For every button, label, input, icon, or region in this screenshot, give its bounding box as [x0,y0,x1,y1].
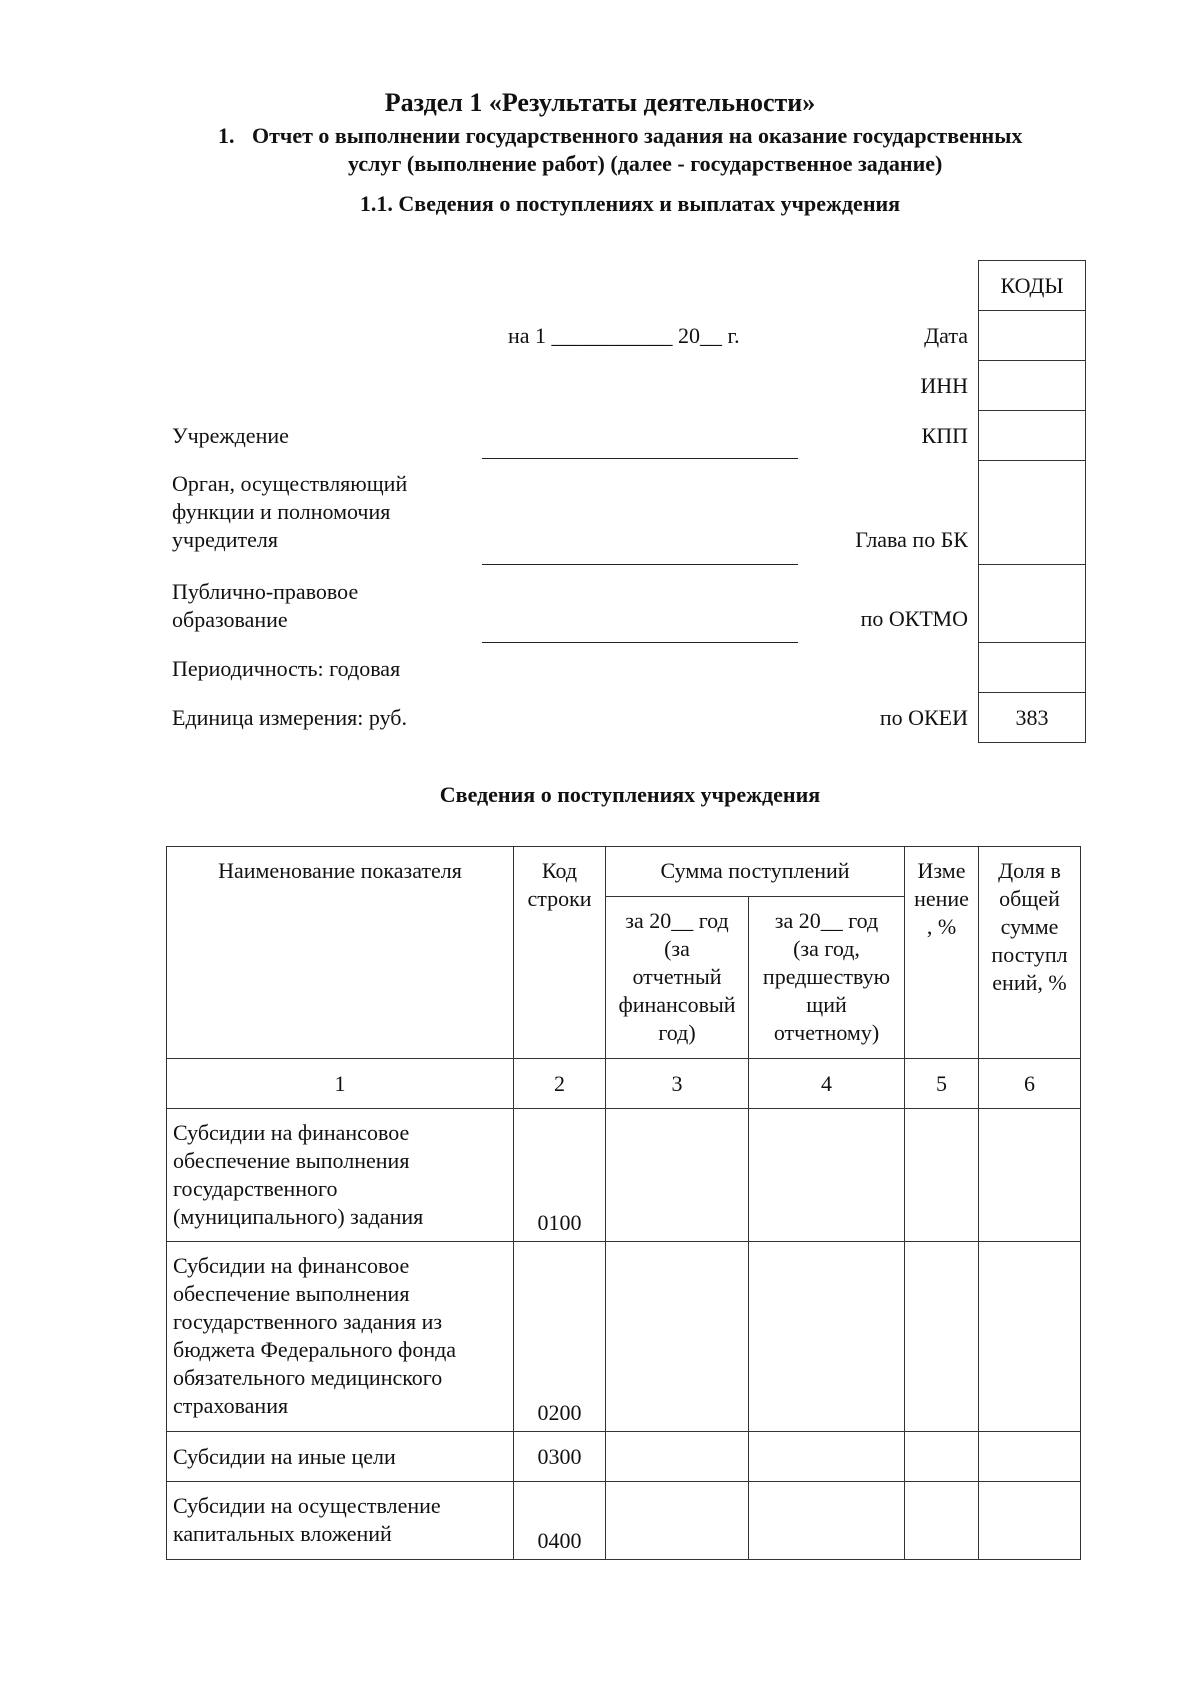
periodicity-label: Периодичность: годовая [172,656,401,681]
okei-code-value: 383 [979,693,1086,743]
institution-underline [482,458,798,459]
row-code: 0100 [514,1109,606,1242]
current-year-cell[interactable] [606,1242,749,1432]
item-number: 1. [218,123,235,148]
previous-year-cell[interactable] [749,1242,905,1432]
founder-label-line: Орган, осуществляющий [172,471,408,496]
row-name-line: Субсидии на финансовое [173,1120,410,1145]
institution-label: Учреждение [172,423,289,448]
header-line: Код [541,858,578,883]
founder-label-line: функции и полномочия [172,499,391,524]
extra-code-field[interactable] [979,643,1086,693]
header-line: финансовый [618,992,736,1017]
date-code-field[interactable] [979,311,1086,361]
share-cell[interactable] [979,1432,1081,1482]
header-line: год) [658,1020,696,1045]
public-entity-label-line: образование [172,607,288,632]
table-row [167,1482,1081,1560]
header-line: нение [914,886,969,911]
share-cell[interactable] [979,1109,1081,1242]
inn-code-label: ИНН [920,373,968,398]
change-cell[interactable] [905,1242,979,1432]
column-number: 6 [979,1059,1081,1109]
current-year-cell[interactable] [606,1432,749,1482]
bk-code-label: Глава по БК [855,527,968,552]
header-line: за 20__ год [625,908,729,933]
header-line: сумме [1000,914,1059,939]
col-previous-year-header [749,897,905,1059]
row-name-line: государственного задания из [173,1309,443,1334]
share-cell[interactable] [979,1482,1081,1560]
table-row [167,1432,1081,1482]
column-number: 1 [167,1059,514,1109]
header-line: (за [664,936,690,961]
date-line: на 1 ___________ 20__ г. [508,323,740,348]
okei-code-label: по ОКЕИ [879,705,968,730]
table-title: Сведения о поступлениях учреждения [439,782,821,807]
change-cell[interactable] [905,1432,979,1482]
previous-year-cell[interactable] [749,1109,905,1242]
column-number: 3 [606,1059,749,1109]
codes-table [978,260,1086,743]
col-name-header: Наименование показателя [167,847,514,1059]
row-name [167,1242,514,1432]
header-line: щий [806,992,847,1017]
oktmo-code-label: по ОКТМО [860,606,968,631]
subsection-title: 1.1. Сведения о поступлениях и выплатах учреждения [359,191,901,216]
column-number: 4 [749,1059,905,1109]
row-name-line: капитальных вложений [173,1521,392,1546]
header-line: отчетный [632,964,722,989]
header-line: ений, % [992,970,1067,995]
row-name-line: обязательного медицинского [173,1365,443,1390]
row-name-line: Субсидии на иные цели [173,1443,396,1469]
receipts-table [166,846,1081,1560]
row-name-line: обеспечение выполнения [173,1281,410,1306]
col-sum-header: Сумма поступлений [606,847,905,897]
row-name-line: Субсидии на финансовое [173,1253,410,1278]
header-line: строки [527,886,592,911]
header-line: общей [999,886,1060,911]
column-number: 2 [514,1059,606,1109]
row-name [167,1482,514,1560]
kpp-code-field[interactable] [979,411,1086,461]
change-cell[interactable] [905,1482,979,1560]
row-name-line: государственного [173,1176,338,1201]
row-name-line: бюджета Федерального фонда [173,1337,457,1362]
table-row [167,1109,1081,1242]
row-name-line: страхования [173,1393,289,1418]
previous-year-cell[interactable] [749,1482,905,1560]
founder-label [172,470,407,554]
item-title-line2: услуг (выполнение работ) (далее - государственное задание) [348,151,943,176]
date-code-label: Дата [924,323,968,348]
col-code-header [514,847,606,1059]
public-entity-underline [482,642,798,643]
row-name-line: Субсидии на осуществление [173,1493,441,1518]
previous-year-cell[interactable] [749,1432,905,1482]
header-line: поступл [991,942,1068,967]
header-line: , % [926,914,957,939]
row-name [167,1109,514,1242]
col-change-header [905,847,979,1059]
column-number: 5 [905,1059,979,1109]
header-line: (за год, [793,936,860,961]
col-current-year-header [606,897,749,1059]
bk-code-field[interactable] [979,461,1086,565]
current-year-cell[interactable] [606,1482,749,1560]
row-code: 0300 [514,1432,606,1482]
unit-label: Единица измерения: руб. [172,705,407,730]
col-share-header [979,847,1081,1059]
codes-header: КОДЫ [979,261,1086,311]
current-year-cell[interactable] [606,1109,749,1242]
oktmo-code-field[interactable] [979,565,1086,643]
change-cell[interactable] [905,1109,979,1242]
item-title-line1: Отчет о выполнении государственного задания на оказание государственных [252,123,1023,148]
public-entity-label [172,578,358,634]
row-name-line: обеспечение выполнения [173,1148,410,1173]
header-line: предшествую [762,964,891,989]
table-row [167,1242,1081,1432]
header-line: Доля в [998,858,1061,883]
header-line: отчетному) [773,1020,880,1045]
inn-code-field[interactable] [979,361,1086,411]
founder-underline [482,564,798,565]
header-line: Изме [917,858,966,883]
header-line: за 20__ год [774,908,879,933]
row-code: 0400 [514,1482,606,1560]
founder-label-line: учредителя [172,527,278,552]
row-code: 0200 [514,1242,606,1432]
row-name-line: (муниципального) задания [173,1204,424,1229]
kpp-code-label: КПП [921,423,968,448]
public-entity-label-line: Публично-правовое [172,579,359,604]
share-cell[interactable] [979,1242,1081,1432]
row-name [167,1432,514,1482]
section-title: Раздел 1 «Результаты деятельности» [384,88,816,117]
